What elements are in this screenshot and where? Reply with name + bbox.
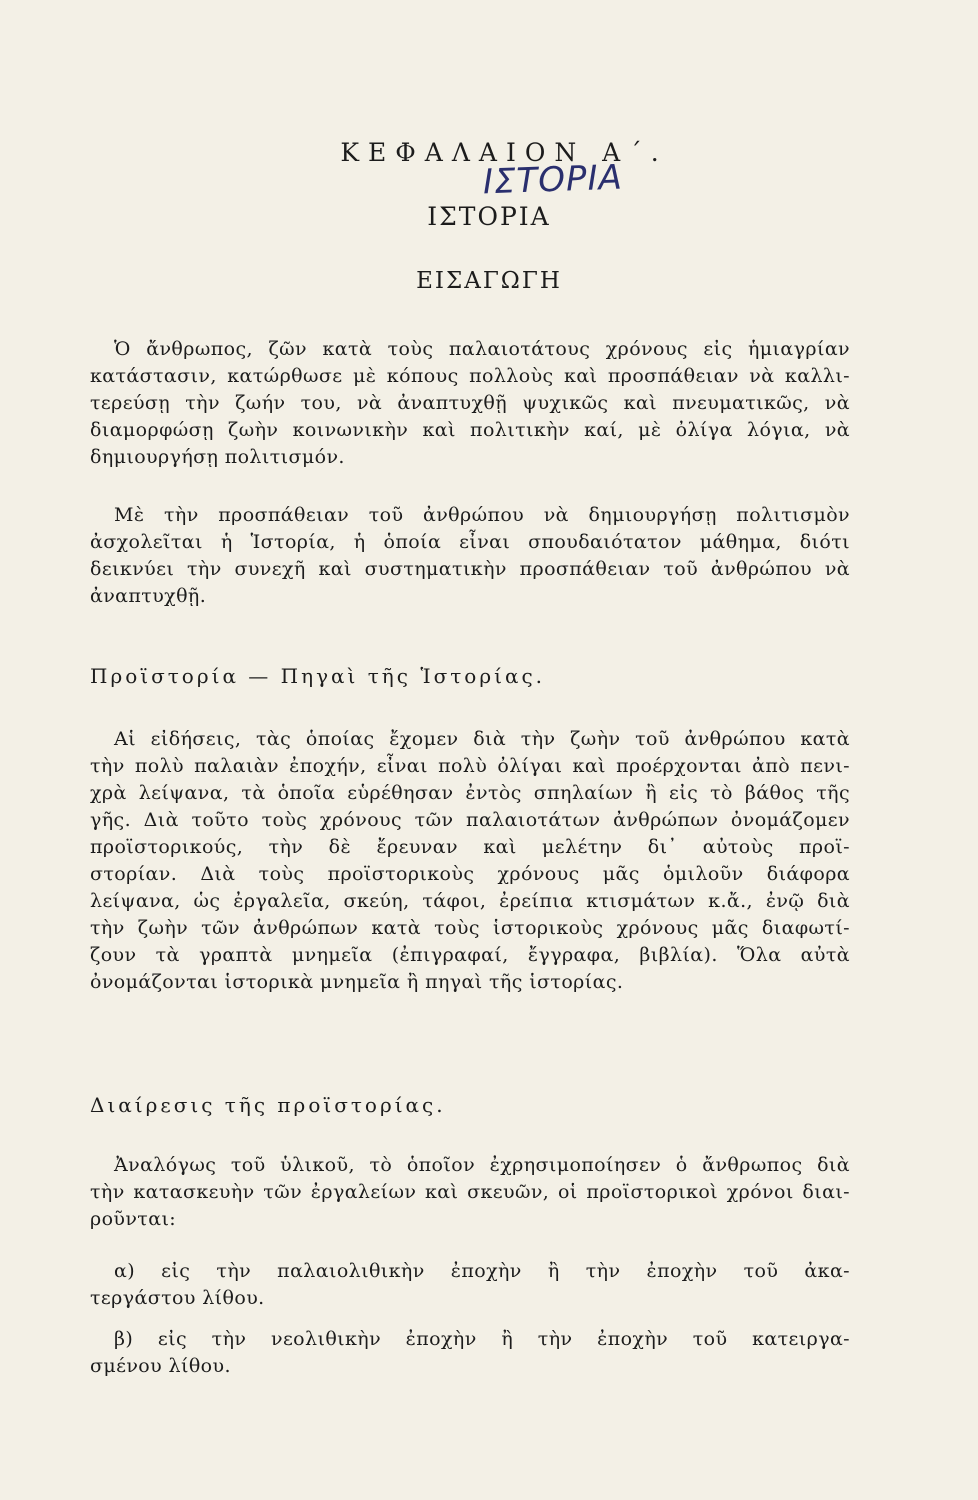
text-line: σμένου λίθου. — [90, 1355, 231, 1377]
subsection-heading-prehistory: Προϊστορία — Πηγαὶ τῆς Ἱστορίας. — [90, 664, 546, 688]
text-line: τὴν κατασκευὴν τῶν ἐργαλείων καὶ σκευῶν, οἱ προϊστορικοὶ χρόνοι διαι- — [90, 1181, 850, 1203]
text-line: στορίαν. Διὰ τοὺς προϊστορικοὺς χρόνους μᾶς ὁμιλοῦν διάφορα — [90, 863, 850, 885]
text-line: κατάστασιν, κατώρθωσε μὲ κόπους πολλοὺς καὶ προσπάθειαν νὰ καλλι- — [90, 365, 850, 387]
paragraph-3 — [90, 726, 850, 996]
text-line: ροῦνται: — [90, 1208, 177, 1230]
list-item-b — [90, 1326, 850, 1380]
paragraph-2 — [90, 502, 850, 610]
text-line: Μὲ τὴν προσπάθειαν τοῦ ἀνθρώπου νὰ δημιουργήσῃ πολιτισμὸν — [114, 504, 850, 526]
text-line: ἀσχολεῖται ἡ Ἱστορία, ἡ ὁποία εἶναι σπουδαιότατον μάθημα, διότι — [90, 531, 850, 553]
text-line: τὴν πολὺ παλαιὰν ἐποχήν, εἶναι πολὺ ὀλίγαι καὶ προέρχονται ἀπὸ πενι- — [90, 755, 850, 777]
paragraph-4 — [90, 1152, 850, 1233]
text-line: λείψανα, ὡς ἐργαλεῖα, σκεύη, τάφοι, ἐρείπια κτισμάτων κ.ἄ., ἐνῷ διὰ — [90, 890, 850, 912]
text-line: προϊστορικούς, τὴν δὲ ἔρευναν καὶ μελέτην δι᾽ αὐτοὺς προϊ- — [90, 836, 850, 858]
text-line: β) εἰς τὴν νεολιθικὴν ἐποχὴν ἢ τὴν ἐποχὴν τοῦ κατειργα- — [114, 1328, 850, 1350]
chapter-heading: ΚΕΦΑΛΑΙΟΝ Α΄. — [340, 138, 668, 167]
text-line: ἀναπτυχθῇ. — [90, 585, 207, 607]
page-title: ΙΣΤΟΡΙΑ — [427, 202, 551, 231]
text-line: Αἱ εἰδήσεις, τὰς ὁποίας ἔχομεν διὰ τὴν ζωὴν τοῦ ἀνθρώπου κατὰ — [114, 728, 850, 750]
section-title: ΕΙΣΑΓΩΓΗ — [416, 268, 562, 294]
handwritten-annotation: ΙΣΤΟΡΙΑ — [482, 157, 624, 203]
text-line: δεικνύει τὴν συνεχῆ καὶ συστηματικὴν προσπάθειαν τοῦ ἀνθρώπου νὰ — [90, 558, 850, 580]
list-item-a — [90, 1258, 850, 1312]
text-line: τεργάστου λίθου. — [90, 1287, 265, 1309]
text-line: τὴν ζωὴν τῶν ἀνθρώπων κατὰ τοὺς ἱστορικοὺς χρόνους μᾶς διαφωτί- — [90, 917, 850, 939]
text-line: διαμορφώσῃ ζωὴν κοινωνικὴν καὶ πολιτικὴν καί, μὲ ὀλίγα λόγια, νὰ — [90, 419, 850, 441]
text-line: Ὁ ἄνθρωπος, ζῶν κατὰ τοὺς παλαιοτάτους χρόνους εἰς ἡμιαγρίαν — [114, 338, 850, 360]
text-line: ζουν τὰ γραπτὰ μνημεῖα (ἐπιγραφαί, ἔγγραφα, βιβλία). Ὅλα αὐτὰ — [90, 944, 850, 966]
text-line: γῆς. Διὰ τοῦτο τοὺς χρόνους τῶν παλαιοτάτων ἀνθρώπων ὀνομάζομεν — [90, 809, 850, 831]
text-line: Ἀναλόγως τοῦ ὑλικοῦ, τὸ ὁποῖον ἐχρησιμοποίησεν ὁ ἄνθρωπος διὰ — [114, 1154, 850, 1176]
text-line: α) εἰς τὴν παλαιολιθικὴν ἐποχὴν ἢ τὴν ἐποχὴν τοῦ ἀκα- — [114, 1260, 850, 1282]
subsection-heading-division: Διαίρεσις τῆς προϊστορίας. — [90, 1093, 446, 1117]
text-line: ὀνομάζονται ἱστορικὰ μνημεῖα ἢ πηγαὶ τῆς ἱστορίας. — [90, 971, 624, 993]
text-line: δημιουργήσῃ πολιτισμόν. — [90, 446, 345, 468]
paragraph-1 — [90, 336, 850, 471]
text-line: τερεύσῃ τὴν ζωήν του, νὰ ἀναπτυχθῇ ψυχικῶς καὶ πνευματικῶς, νὰ — [90, 392, 850, 414]
text-line: χρὰ λείψανα, τὰ ὁποῖα εὑρέθησαν ἐντὸς σπηλαίων ἢ εἰς τὸ βάθος τῆς — [90, 782, 850, 804]
